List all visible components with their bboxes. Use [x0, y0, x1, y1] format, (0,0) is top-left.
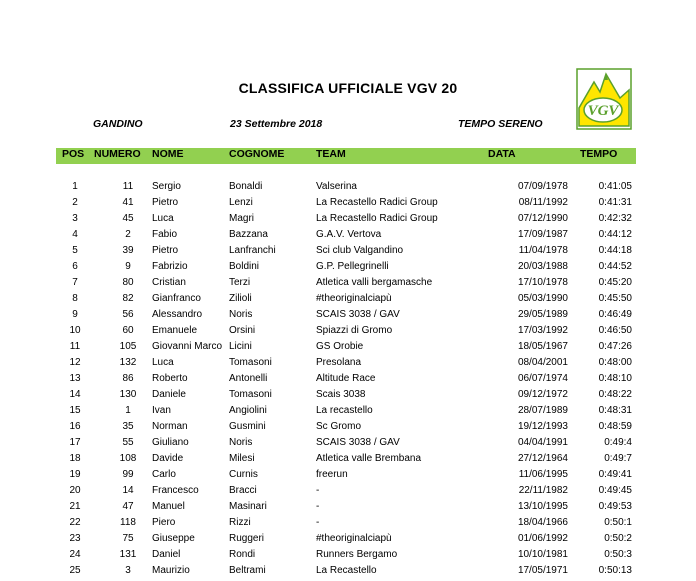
cell-pos: 2 [72, 197, 78, 208]
header-pos: POS [62, 148, 85, 160]
cell-team: freerun [316, 469, 348, 480]
table-row [56, 533, 636, 549]
cell-nome: Giuseppe [152, 533, 195, 544]
cell-pos: 8 [72, 293, 78, 304]
table-row [56, 469, 636, 485]
table-row [56, 325, 636, 341]
cell-nome: Sergio [152, 181, 181, 192]
table-row [56, 517, 636, 533]
cell-team: SCAIS 3038 / GAV [316, 309, 400, 320]
table-row [56, 213, 636, 229]
cell-team: La Recastello [316, 565, 377, 576]
cell-numero: 11 [122, 181, 134, 192]
table-row [56, 373, 636, 389]
cell-numero: 55 [122, 437, 134, 448]
table-row [56, 181, 636, 197]
cell-team: SCAIS 3038 / GAV [316, 437, 400, 448]
cell-numero: 56 [122, 309, 134, 320]
cell-tempo: 0:45:50 [598, 293, 632, 304]
cell-tempo: 0:42:32 [598, 213, 632, 224]
cell-nome: Roberto [152, 373, 188, 384]
cell-data: 29/05/1989 [517, 309, 568, 320]
cell-data: 27/12/1964 [517, 453, 568, 464]
cell-team: La recastello [316, 405, 373, 416]
cell-data: 22/11/1982 [518, 485, 568, 496]
cell-numero: 47 [122, 501, 134, 512]
cell-cognome: Milesi [229, 453, 255, 464]
cell-numero: 60 [122, 325, 134, 336]
cell-pos: 1 [72, 181, 78, 192]
cell-team: La Recastello Radici Group [316, 197, 438, 208]
cell-pos: 10 [69, 325, 81, 336]
cell-cognome: Licini [229, 341, 252, 352]
cell-tempo: 0:46:50 [598, 325, 632, 336]
cell-cognome: Tomasoni [229, 389, 272, 400]
cell-pos: 13 [69, 373, 81, 384]
cell-team: Runners Bergamo [316, 549, 398, 560]
cell-data: 06/07/1974 [517, 373, 568, 384]
cell-numero: 3 [125, 565, 131, 576]
cell-pos: 21 [69, 501, 81, 512]
cell-pos: 6 [72, 261, 78, 272]
table-row [56, 197, 636, 213]
cell-pos: 5 [72, 245, 78, 256]
table-row [56, 453, 636, 469]
cell-data: 20/03/1988 [517, 261, 568, 272]
cell-tempo: 0:48:31 [598, 405, 632, 416]
cell-numero: 82 [122, 293, 134, 304]
cell-cognome: Boldini [229, 261, 260, 272]
cell-numero: 75 [122, 533, 134, 544]
cell-data: 09/12/1972 [517, 389, 568, 400]
header-team: TEAM [316, 148, 346, 160]
cell-tempo: 0:48:22 [598, 389, 632, 400]
cell-data: 08/11/1992 [518, 197, 568, 208]
cell-numero: 2 [125, 229, 131, 240]
cell-data: 17/03/1992 [517, 325, 568, 336]
cell-data: 08/04/2001 [517, 357, 568, 368]
cell-tempo: 0:49:45 [598, 485, 632, 496]
cell-pos: 19 [69, 469, 81, 480]
cell-numero: 9 [125, 261, 131, 272]
table-row [56, 341, 636, 357]
cell-team: GS Orobie [316, 341, 364, 352]
cell-team: La Recastello Radici Group [316, 213, 438, 224]
cell-cognome: Noris [229, 309, 253, 320]
cell-pos: 11 [69, 341, 81, 352]
cell-numero: 132 [119, 357, 137, 368]
cell-pos: 23 [69, 533, 81, 544]
table-row [56, 437, 636, 453]
cell-team: G.A.V. Vertova [316, 229, 382, 240]
cell-team: Atletica valli bergamasche [316, 277, 433, 288]
table-row [56, 389, 636, 405]
cell-pos: 17 [69, 437, 81, 448]
cell-tempo: 0:44:18 [598, 245, 632, 256]
cell-nome: Giovanni Marco [152, 341, 223, 352]
header-tempo: TEMPO [580, 148, 618, 160]
cell-nome: Francesco [152, 485, 199, 496]
cell-tempo: 0:49:41 [598, 469, 632, 480]
table-row [56, 261, 636, 277]
cell-numero: 108 [119, 453, 137, 464]
cell-team: G.P. Pellegrinelli [316, 261, 389, 272]
cell-pos: 14 [69, 389, 81, 400]
cell-data: 05/03/1990 [517, 293, 568, 304]
cell-tempo: 0:46:49 [598, 309, 632, 320]
cell-tempo: 0:45:20 [598, 277, 632, 288]
cell-pos: 4 [72, 229, 78, 240]
table-row [56, 421, 636, 437]
table-row [56, 245, 636, 261]
cell-cognome: Antonelli [229, 373, 268, 384]
cell-team: Scais 3038 [316, 389, 366, 400]
cell-nome: Pietro [152, 197, 179, 208]
cell-pos: 18 [69, 453, 81, 464]
cell-tempo: 0:48:59 [598, 421, 632, 432]
cell-team: Sc Gromo [316, 421, 362, 432]
cell-tempo: 0:49:53 [598, 501, 632, 512]
cell-nome: Daniel [152, 549, 181, 560]
cell-data: 17/09/1987 [517, 229, 568, 240]
cell-team: Sci club Valgandino [316, 245, 404, 256]
table-row [56, 549, 636, 565]
cell-tempo: 0:49:7 [604, 453, 632, 464]
cell-tempo: 0:48:00 [598, 357, 632, 368]
table-row [56, 357, 636, 373]
cell-nome: Emanuele [152, 325, 198, 336]
cell-pos: 3 [72, 213, 78, 224]
table-header [56, 148, 636, 164]
cell-numero: 35 [122, 421, 134, 432]
cell-nome: Gianfranco [152, 293, 201, 304]
table-row [56, 293, 636, 309]
cell-tempo: 0:44:12 [598, 229, 632, 240]
cell-nome: Piero [152, 517, 176, 528]
cell-team: Spiazzi di Gromo [316, 325, 393, 336]
cell-numero: 118 [120, 517, 136, 528]
cell-numero: 45 [122, 213, 134, 224]
cell-pos: 15 [69, 405, 81, 416]
header-nome: NOME [152, 148, 184, 160]
cell-nome: Davide [152, 453, 184, 464]
cell-pos: 22 [69, 517, 81, 528]
cell-nome: Alessandro [152, 309, 203, 320]
cell-data: 17/10/1978 [517, 277, 568, 288]
cell-cognome: Beltrami [229, 565, 266, 576]
cell-numero: 86 [122, 373, 134, 384]
cell-cognome: Bracci [229, 485, 257, 496]
cell-data: 28/07/1989 [517, 405, 568, 416]
table-row [56, 309, 636, 325]
cell-cognome: Magri [229, 213, 255, 224]
header-numero: NUMERO [94, 148, 141, 160]
cell-data: 10/10/1981 [517, 549, 568, 560]
cell-numero: 39 [122, 245, 134, 256]
cell-cognome: Noris [229, 437, 253, 448]
cell-cognome: Bazzana [229, 229, 268, 240]
cell-data: 13/10/1995 [517, 501, 568, 512]
cell-nome: Pietro [152, 245, 179, 256]
table-row [56, 485, 636, 501]
cell-data: 18/04/1966 [517, 517, 568, 528]
cell-data: 17/05/1971 [517, 565, 568, 576]
results-table [56, 181, 636, 581]
cell-data: 04/04/1991 [517, 437, 568, 448]
cell-tempo: 0:50:1 [604, 517, 632, 528]
cell-team: - [316, 485, 320, 496]
cell-pos: 12 [69, 357, 81, 368]
page-title: CLASSIFICA UFFICIALE VGV 20 [238, 80, 458, 96]
vgv-logo [576, 68, 632, 130]
cell-team: Valserina [316, 181, 357, 192]
cell-cognome: Terzi [229, 277, 251, 288]
table-row [56, 277, 636, 293]
cell-team: #theoriginalciapù [316, 293, 392, 304]
race-weather: TEMPO SERENO [458, 118, 543, 130]
cell-tempo: 0:41:31 [598, 197, 632, 208]
cell-tempo: 0:44:52 [598, 261, 632, 272]
cell-data: 01/06/1992 [517, 533, 568, 544]
cell-cognome: Angiolini [229, 405, 267, 416]
cell-nome: Norman [152, 421, 188, 432]
cell-numero: 80 [122, 277, 134, 288]
cell-cognome: Gusmini [229, 421, 266, 432]
cell-numero: 130 [119, 389, 137, 400]
cell-pos: 9 [72, 309, 78, 320]
cell-cognome: Lenzi [229, 197, 253, 208]
cell-tempo: 0:47:26 [598, 341, 632, 352]
cell-nome: Fabio [152, 229, 178, 240]
cell-cognome: Ruggeri [229, 533, 265, 544]
cell-team: Atletica valle Brembana [316, 453, 422, 464]
logo-text: VGV [587, 103, 619, 119]
cell-team: - [316, 501, 320, 512]
cell-tempo: 0:50:3 [604, 549, 632, 560]
cell-numero: 131 [119, 549, 137, 560]
cell-pos: 24 [69, 549, 81, 560]
race-location: GANDINO [93, 118, 143, 130]
cell-nome: Luca [152, 213, 174, 224]
cell-pos: 20 [69, 485, 81, 496]
cell-cognome: Bonaldi [229, 181, 263, 192]
cell-tempo: 0:50:2 [604, 533, 632, 544]
cell-numero: 41 [122, 197, 134, 208]
cell-cognome: Rizzi [229, 517, 251, 528]
cell-data: 11/06/1995 [518, 469, 568, 480]
cell-pos: 25 [69, 565, 81, 576]
cell-pos: 16 [69, 421, 81, 432]
cell-nome: Maurizio [152, 565, 190, 576]
cell-tempo: 0:41:05 [598, 181, 632, 192]
cell-data: 19/12/1993 [517, 421, 568, 432]
cell-cognome: Rondi [229, 549, 256, 560]
cell-cognome: Masinari [229, 501, 267, 512]
cell-cognome: Lanfranchi [229, 245, 276, 256]
cell-cognome: Curnis [229, 469, 258, 480]
cell-team: #theoriginalciapù [316, 533, 392, 544]
cell-data: 18/05/1967 [517, 341, 568, 352]
cell-data: 11/04/1978 [518, 245, 568, 256]
cell-nome: Luca [152, 357, 174, 368]
cell-team: Presolana [316, 357, 362, 368]
cell-nome: Carlo [152, 469, 176, 480]
cell-numero: 14 [122, 485, 134, 496]
table-row [56, 501, 636, 517]
header-data: DATA [488, 148, 516, 160]
table-row [56, 229, 636, 245]
cell-numero: 1 [125, 405, 131, 416]
cell-cognome: Zilioli [229, 293, 252, 304]
cell-nome: Manuel [152, 501, 185, 512]
cell-tempo: 0:48:10 [598, 373, 632, 384]
cell-nome: Cristian [152, 277, 186, 288]
cell-data: 07/09/1978 [517, 181, 568, 192]
cell-pos: 7 [72, 277, 78, 288]
cell-tempo: 0:50:13 [598, 565, 632, 576]
cell-numero: 99 [122, 469, 134, 480]
cell-numero: 105 [119, 341, 137, 352]
cell-nome: Fabrizio [152, 261, 188, 272]
cell-cognome: Orsini [229, 325, 256, 336]
cell-tempo: 0:49:4 [604, 437, 632, 448]
table-row [56, 565, 636, 581]
cell-data: 07/12/1990 [517, 213, 568, 224]
header-cognome: COGNOME [229, 148, 285, 160]
table-row [56, 405, 636, 421]
cell-team: - [316, 517, 320, 528]
cell-team: Altitude Race [316, 373, 376, 384]
cell-nome: Ivan [152, 405, 171, 416]
race-date: 23 Settembre 2018 [230, 118, 323, 130]
cell-cognome: Tomasoni [229, 357, 272, 368]
cell-nome: Daniele [152, 389, 186, 400]
cell-nome: Giuliano [152, 437, 189, 448]
